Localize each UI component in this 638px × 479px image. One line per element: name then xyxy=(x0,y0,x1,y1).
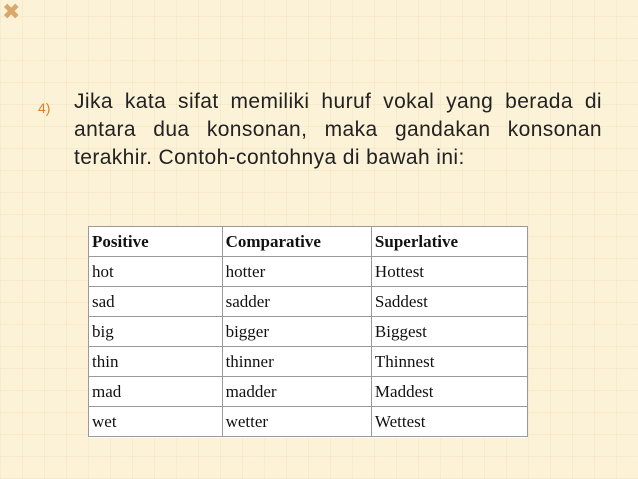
header-superlative: Superlative xyxy=(371,227,527,257)
cell-positive: sad xyxy=(89,287,223,317)
cell-positive: thin xyxy=(89,347,223,377)
body-paragraph: Jika kata sifat memiliki huruf vokal yang berada di antara dua konsonan, maka gandakan konsonan terakhir. Contoh-contohnya di bawah ini: xyxy=(74,90,602,169)
cell-positive: hot xyxy=(89,257,223,287)
cell-comparative: wetter xyxy=(222,407,371,437)
table-row xyxy=(89,407,528,437)
table-header-row xyxy=(89,227,528,257)
table-row xyxy=(89,347,528,377)
cell-positive: wet xyxy=(89,407,223,437)
cell-positive: mad xyxy=(89,377,223,407)
header-positive: Positive xyxy=(89,227,223,257)
cell-comparative: bigger xyxy=(222,317,371,347)
list-number: 4) xyxy=(38,100,51,116)
table-row xyxy=(89,317,528,347)
cell-positive: big xyxy=(89,317,223,347)
table-row xyxy=(89,287,528,317)
cell-comparative: hotter xyxy=(222,257,371,287)
cell-superlative: Maddest xyxy=(371,377,527,407)
cell-superlative: Hottest xyxy=(371,257,527,287)
cell-comparative: thinner xyxy=(222,347,371,377)
corner-decoration-icon: ✖ xyxy=(2,0,21,25)
cell-superlative: Thinnest xyxy=(371,347,527,377)
cell-comparative: sadder xyxy=(222,287,371,317)
cell-superlative: Wettest xyxy=(371,407,527,437)
cell-superlative: Biggest xyxy=(371,317,527,347)
cell-superlative: Saddest xyxy=(371,287,527,317)
adjective-comparison-table xyxy=(88,226,528,437)
adjective-table-container xyxy=(88,226,528,438)
table-row xyxy=(89,377,528,407)
table-row xyxy=(89,257,528,287)
header-comparative: Comparative xyxy=(222,227,371,257)
cell-comparative: madder xyxy=(222,377,371,407)
